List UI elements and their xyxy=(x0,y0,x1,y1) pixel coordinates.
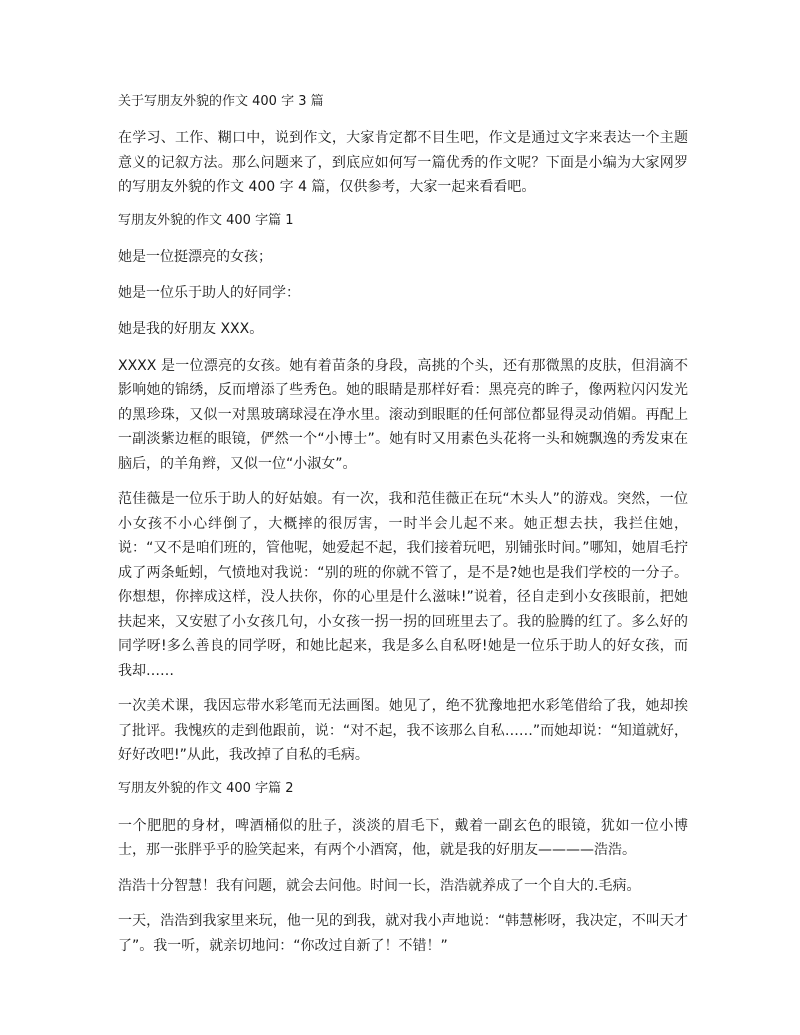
intro-paragraph: 在学习、工作、糊口中，说到作文，大家肯定都不目生吧，作文是通过文字来表达一个主题意义的记叙方法。那么问题来了，到底应如何写一篇优秀的作文呢？下面是小编为大家网罗的写朋友外貌的作文 400 字 4 篇，仅供参考，大家一起来看看吧。 xyxy=(118,130,688,195)
paragraph: 她是我的好朋友 XXX。 xyxy=(118,320,264,337)
paragraph: 她是一位挺漂亮的女孩； xyxy=(118,248,272,265)
paragraph: 她是一位乐于助人的好同学： xyxy=(118,284,300,301)
paragraph: 一次美术课，我因忘带水彩笔而无法画图。她见了，绝不犹豫地把水彩笔借给了我，她却挨了批评。我愧疚的走到他跟前，说：“对不起，我不该那么自私……”而她却说：“知道就好，好好改吧!”从此，我改掉了自私的毛病。 xyxy=(118,698,688,763)
paragraph: 范佳薇是一位乐于助人的好姑娘。有一次，我和范佳薇正在玩“木头人”的游戏。突然，一位小女孩不小心绊倒了，大概摔的很厉害，一时半会儿起不来。她正想去扶，我拦住她，说：“又不是咱们班的，管他呢，她爱起不起，我们接着玩吧，别铺张时间。”哪知，她眉毛拧成了两条蚯蚓，气愤地对我说：“别的班的你就不管了，是不是?她也是我们学校的一分子。你想想，你摔成这样，没人扶你，你的心里是什么滋味!”说着，径自走到小女孩眼前，把她扶起来，又安慰了小女孩几句，小女孩一拐一拐的回班里去了。我的脸腾的红了。多么好的同学呀!多么善良的同学呀，和她比起来，我是多么自私呀!她是一位乐于助人的好女孩，而我却…… xyxy=(118,491,688,679)
document-title: 关于写朋友外貌的作文 400 字 3 篇 xyxy=(118,94,324,109)
paragraph: XXXX 是一位漂亮的女孩。她有着苗条的身段，高挑的个头，还有那微黑的皮肤，但涓滴不影响她的锦绣，反而增添了些秀色。她的眼睛是那样好看：黑亮亮的眸子，像两粒闪闪发光的黑珍珠，又似一对黑玻璃球浸在净水里。滚动到眼眶的任何部位都显得灵动俏媚。再配上一副淡紫边框的眼镜，俨然一个“小博士”。她有时又用素色头花将一头和婉飘逸的秀发束在脑后，的羊角辫，又似一位“小淑女”。 xyxy=(118,357,688,472)
section-heading-2: 写朋友外貌的作文 400 字篇 2 xyxy=(118,780,294,796)
paragraph: 浩浩十分智慧！我有问题，就会去问他。时间一长，浩浩就养成了一个自大的.毛病。 xyxy=(118,877,641,894)
section-heading-1: 写朋友外貌的作文 400 字篇 1 xyxy=(118,212,294,228)
paragraph: 一个肥肥的身材，啤酒桶似的肚子，淡淡的眉毛下，戴着一副玄色的眼镜，犹如一位小博士，那一张胖乎乎的脸笑起来，有两个小酒窝，他，就是我的好朋友————浩浩。 xyxy=(118,817,688,858)
document-page xyxy=(118,92,688,969)
paragraph: 一天，浩浩到我家里来玩，他一见的到我，就对我小声地说：“韩慧彬呀，我决定，不叫天才了”。我一听，就亲切地问：“你改过自新了！不错！” xyxy=(118,913,688,954)
